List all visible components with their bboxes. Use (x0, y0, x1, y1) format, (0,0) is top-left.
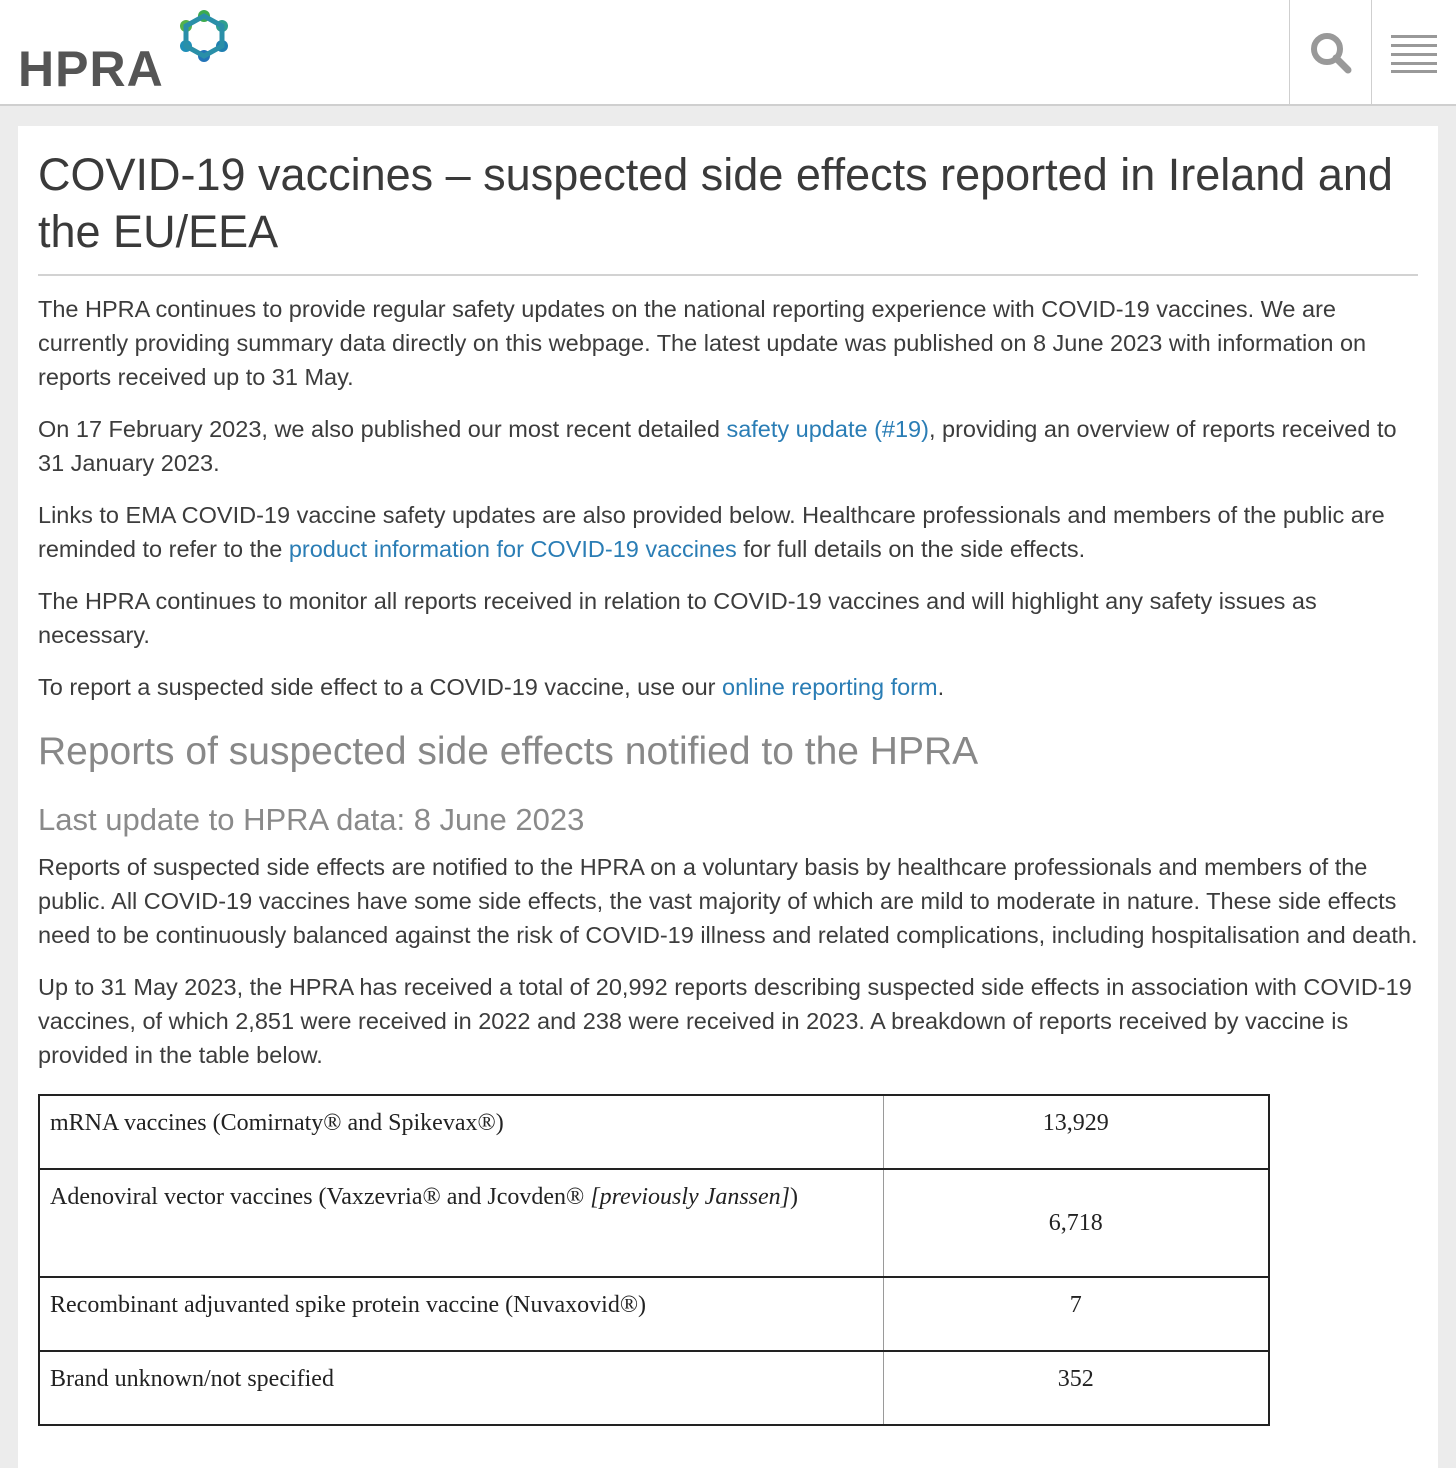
intro-paragraph-1: The HPRA continues to provide regular safety updates on the national reporting experience with COVID-19 vaccines. We are currently providing summary data directly on this webpage. The latest update was published on 8 June 2023 with information on reports received up to 31 May. (38, 296, 1367, 390)
article-body (38, 126, 1418, 1426)
section-heading: Reports of suspected side effects notified to the HPRA (38, 730, 979, 773)
hpra-logo[interactable] (18, 6, 238, 97)
vaccine-name-cell: Recombinant adjuvanted spike protein vaccine (Nuvaxovid®) (39, 1277, 883, 1351)
vaccine-name-cell: Adenoviral vector vaccines (Vaxzevria® and Jcovden® [previously Janssen]) (39, 1169, 883, 1277)
page-title: COVID-19 vaccines – suspected side effects reported in Ireland and the EU/EEA (38, 146, 1418, 276)
table-row (39, 1169, 1269, 1277)
vaccine-name-cell: mRNA vaccines (Comirnaty® and Spikevax®) (39, 1095, 883, 1169)
intro-paragraph-3: Links to EMA COVID-19 vaccine safety updates are also provided below. Healthcare professionals and members of the public are reminded to refer to the product information for COVID-19 vaccines for full details on the side effects. (38, 502, 1385, 562)
content-card (18, 126, 1438, 1468)
table-row (39, 1351, 1269, 1425)
search-icon (1308, 30, 1354, 76)
data-paragraph-2: Up to 31 May 2023, the HPRA has received a total of 20,992 reports describing suspected side effects in association with COVID-19 vaccines, of which 2,851 were received in 2022 and 238 were received in 2023. A breakdown of reports received by vaccine is provided in the table below. (38, 974, 1412, 1068)
logo-text: HPRA (18, 41, 164, 97)
menu-button[interactable] (1371, 0, 1456, 106)
table-row (39, 1095, 1269, 1169)
table-row (39, 1277, 1269, 1351)
vaccine-name-cell: Brand unknown/not specified (39, 1351, 883, 1425)
intro-paragraph-2: On 17 February 2023, we also published our most recent detailed safety update (#19), providing an overview of reports received to 31 January 2023. (38, 416, 1397, 476)
report-count-cell: 7 (883, 1277, 1269, 1351)
intro-paragraph-5: To report a suspected side effect to a COVID-19 vaccine, use our online reporting form. (38, 674, 945, 700)
last-update-heading: Last update to HPRA data: 8 June 2023 (38, 802, 585, 837)
vaccine-reports-table (38, 1094, 1270, 1426)
product-information-link[interactable]: product information for COVID-19 vaccines (288, 536, 737, 562)
report-count-cell: 6,718 (883, 1169, 1269, 1277)
logo-mark-icon (174, 6, 234, 66)
hamburger-menu-icon (1391, 33, 1437, 73)
search-button[interactable] (1289, 0, 1371, 106)
report-count-cell: 352 (883, 1351, 1269, 1425)
safety-update-link[interactable]: safety update (#19) (726, 416, 929, 442)
intro-paragraph-4: The HPRA continues to monitor all reports received in relation to COVID-19 vaccines and will highlight any safety issues as necessary. (38, 588, 1317, 648)
data-paragraph-1: Reports of suspected side effects are notified to the HPRA on a voluntary basis by healthcare professionals and members of the public. All COVID-19 vaccines have some side effects, the vast majority of which are mild to moderate in nature. These side effects need to be continuously balanced against the risk of COVID-19 illness and related complications, including hospitalisation and death. (38, 854, 1418, 948)
online-reporting-form-link[interactable]: online reporting form (722, 674, 938, 700)
report-count-cell: 13,929 (883, 1095, 1269, 1169)
site-header (0, 0, 1456, 106)
